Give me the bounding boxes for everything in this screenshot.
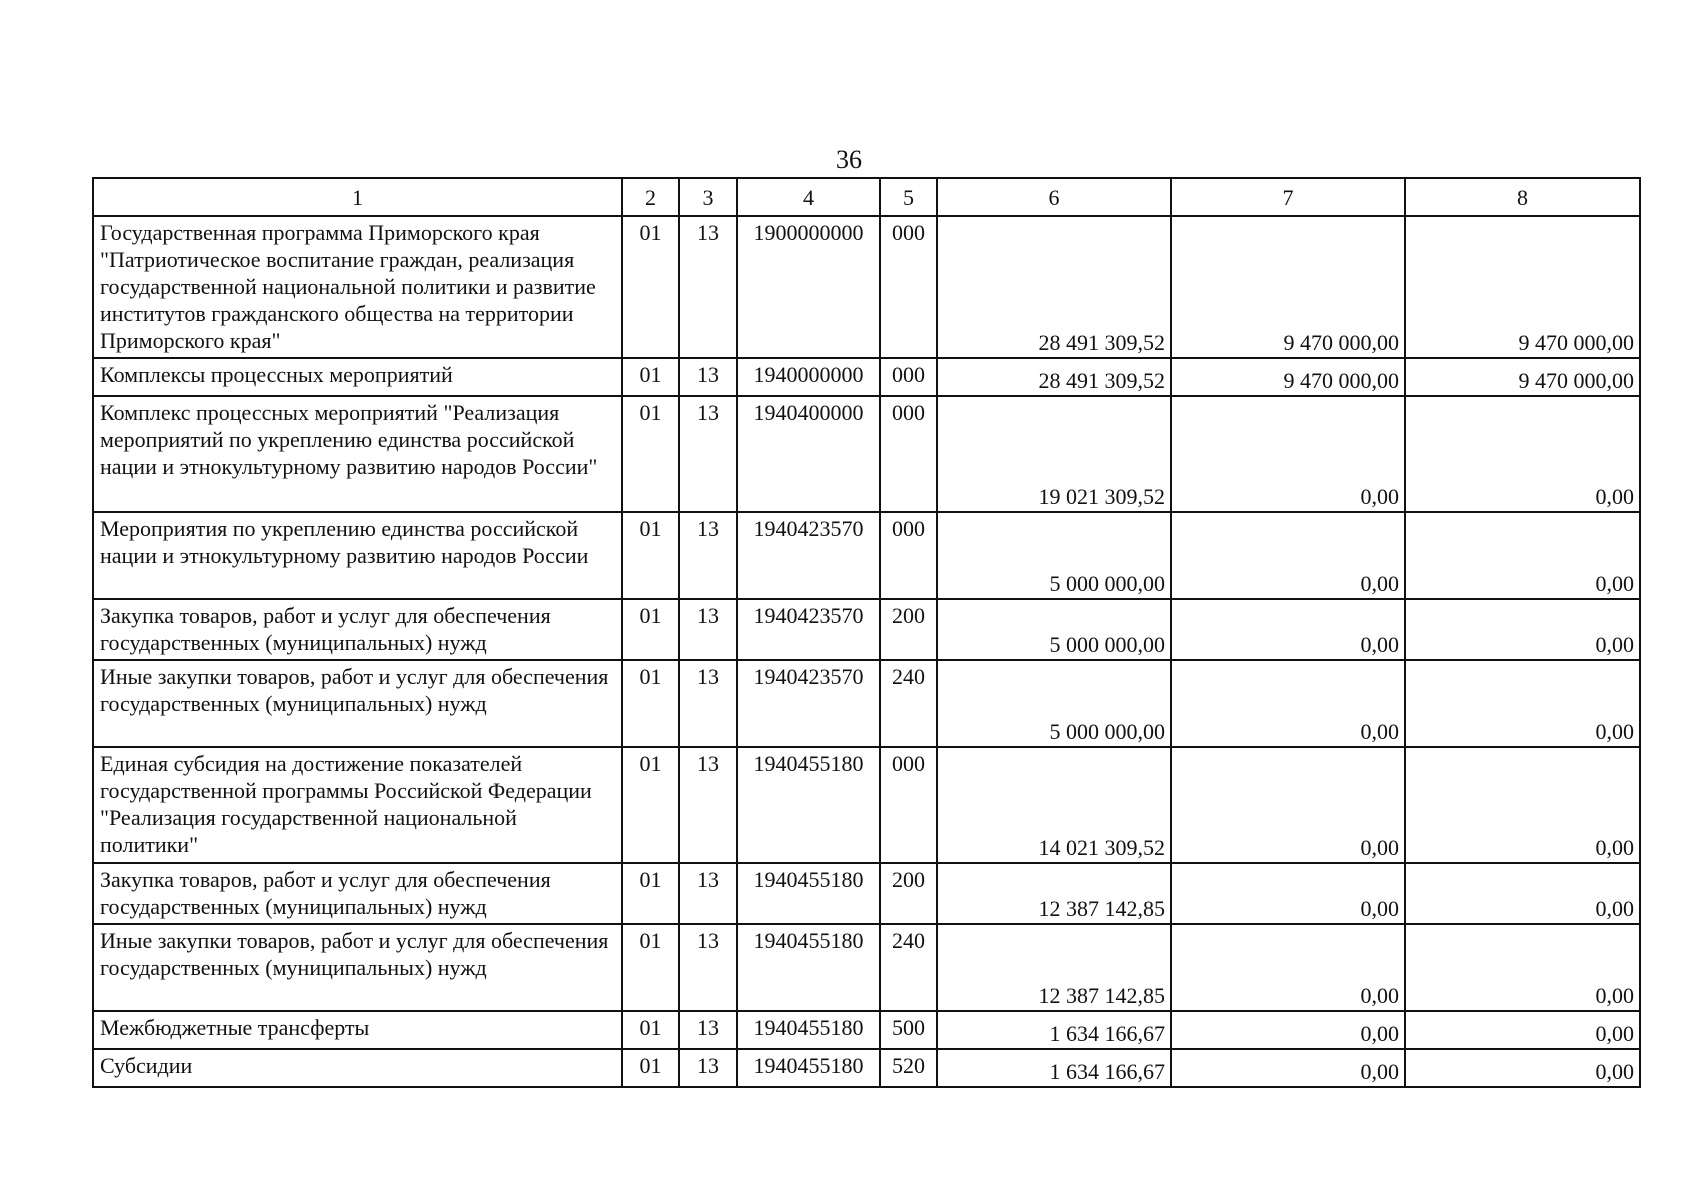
cell-expense-type: 000 xyxy=(880,216,937,358)
cell-target-article: 1940455180 xyxy=(737,924,880,1011)
cell-expense-type: 000 xyxy=(880,396,937,512)
cell-amount-6: 28 491 309,52 xyxy=(937,358,1171,396)
table-row xyxy=(93,924,1640,1011)
row-name: Комплекс процессных мероприятий "Реализация мероприятий по укреплению единства российской нации и этнокультурному развитию народов России" xyxy=(93,396,622,512)
column-header: 2 xyxy=(622,178,679,216)
cell-section: 01 xyxy=(622,358,679,396)
table-row xyxy=(93,747,1640,863)
cell-subsection: 13 xyxy=(679,863,737,924)
cell-section: 01 xyxy=(622,1049,679,1087)
cell-expense-type: 200 xyxy=(880,863,937,924)
cell-subsection: 13 xyxy=(679,599,737,660)
cell-amount-8: 0,00 xyxy=(1405,512,1640,599)
cell-amount-8: 0,00 xyxy=(1405,660,1640,747)
cell-amount-8: 0,00 xyxy=(1405,396,1640,512)
cell-subsection: 13 xyxy=(679,1011,737,1049)
cell-amount-7: 0,00 xyxy=(1171,747,1405,863)
cell-expense-type: 000 xyxy=(880,512,937,599)
cell-amount-6: 14 021 309,52 xyxy=(937,747,1171,863)
table-row xyxy=(93,863,1640,924)
cell-amount-8: 0,00 xyxy=(1405,599,1640,660)
table-row xyxy=(93,1011,1640,1049)
cell-subsection: 13 xyxy=(679,396,737,512)
cell-target-article: 1940423570 xyxy=(737,660,880,747)
cell-subsection: 13 xyxy=(679,512,737,599)
cell-amount-8: 0,00 xyxy=(1405,747,1640,863)
cell-subsection: 13 xyxy=(679,660,737,747)
cell-subsection: 13 xyxy=(679,358,737,396)
column-header: 7 xyxy=(1171,178,1405,216)
cell-amount-8: 0,00 xyxy=(1405,863,1640,924)
row-name: Единая субсидия на достижение показателей государственной программы Российской Федерации "Реализация государственной национальной политики" xyxy=(93,747,622,863)
cell-section: 01 xyxy=(622,599,679,660)
cell-amount-6: 5 000 000,00 xyxy=(937,660,1171,747)
cell-section: 01 xyxy=(622,660,679,747)
cell-amount-6: 5 000 000,00 xyxy=(937,512,1171,599)
cell-target-article: 1940423570 xyxy=(737,512,880,599)
row-name: Иные закупки товаров, работ и услуг для обеспечения государственных (муниципальных) нужд xyxy=(93,924,622,1011)
row-name: Субсидии xyxy=(93,1049,622,1087)
cell-amount-7: 9 470 000,00 xyxy=(1171,216,1405,358)
column-header: 5 xyxy=(880,178,937,216)
row-name: Комплексы процессных мероприятий xyxy=(93,358,622,396)
cell-section: 01 xyxy=(622,924,679,1011)
cell-subsection: 13 xyxy=(679,216,737,358)
cell-amount-6: 5 000 000,00 xyxy=(937,599,1171,660)
cell-target-article: 1900000000 xyxy=(737,216,880,358)
cell-amount-7: 0,00 xyxy=(1171,863,1405,924)
row-name: Закупка товаров, работ и услуг для обеспечения государственных (муниципальных) нужд xyxy=(93,599,622,660)
cell-amount-8: 0,00 xyxy=(1405,1011,1640,1049)
row-name: Межбюджетные трансферты xyxy=(93,1011,622,1049)
column-header: 4 xyxy=(737,178,880,216)
cell-section: 01 xyxy=(622,1011,679,1049)
row-name: Закупка товаров, работ и услуг для обеспечения государственных (муниципальных) нужд xyxy=(93,863,622,924)
cell-amount-7: 0,00 xyxy=(1171,396,1405,512)
row-name: Иные закупки товаров, работ и услуг для обеспечения государственных (муниципальных) нужд xyxy=(93,660,622,747)
cell-amount-8: 9 470 000,00 xyxy=(1405,216,1640,358)
cell-amount-7: 9 470 000,00 xyxy=(1171,358,1405,396)
table-row xyxy=(93,396,1640,512)
cell-expense-type: 520 xyxy=(880,1049,937,1087)
table-row xyxy=(93,660,1640,747)
cell-expense-type: 200 xyxy=(880,599,937,660)
cell-target-article: 1940400000 xyxy=(737,396,880,512)
table-row xyxy=(93,216,1640,358)
cell-target-article: 1940000000 xyxy=(737,358,880,396)
cell-subsection: 13 xyxy=(679,747,737,863)
cell-target-article: 1940423570 xyxy=(737,599,880,660)
cell-amount-8: 0,00 xyxy=(1405,1049,1640,1087)
table-row xyxy=(93,1049,1640,1087)
cell-amount-6: 12 387 142,85 xyxy=(937,863,1171,924)
cell-amount-6: 12 387 142,85 xyxy=(937,924,1171,1011)
cell-section: 01 xyxy=(622,396,679,512)
column-header: 1 xyxy=(93,178,622,216)
cell-subsection: 13 xyxy=(679,924,737,1011)
column-header: 8 xyxy=(1405,178,1640,216)
cell-expense-type: 000 xyxy=(880,747,937,863)
cell-target-article: 1940455180 xyxy=(737,1011,880,1049)
cell-amount-6: 28 491 309,52 xyxy=(937,216,1171,358)
table-row xyxy=(93,512,1640,599)
table-row xyxy=(93,599,1640,660)
cell-amount-6: 19 021 309,52 xyxy=(937,396,1171,512)
cell-section: 01 xyxy=(622,216,679,358)
table-row xyxy=(93,358,1640,396)
cell-section: 01 xyxy=(622,512,679,599)
header-row xyxy=(93,178,1640,216)
cell-amount-6: 1 634 166,67 xyxy=(937,1011,1171,1049)
cell-amount-7: 0,00 xyxy=(1171,1049,1405,1087)
cell-amount-8: 0,00 xyxy=(1405,924,1640,1011)
page-number: 36 xyxy=(836,145,862,174)
cell-section: 01 xyxy=(622,747,679,863)
budget-table xyxy=(92,177,1641,1088)
cell-section: 01 xyxy=(622,863,679,924)
cell-amount-6: 1 634 166,67 xyxy=(937,1049,1171,1087)
cell-target-article: 1940455180 xyxy=(737,747,880,863)
cell-amount-7: 0,00 xyxy=(1171,924,1405,1011)
cell-expense-type: 000 xyxy=(880,358,937,396)
cell-subsection: 13 xyxy=(679,1049,737,1087)
cell-target-article: 1940455180 xyxy=(737,863,880,924)
row-name: Мероприятия по укреплению единства российской нации и этнокультурному развитию народов России xyxy=(93,512,622,599)
cell-amount-8: 9 470 000,00 xyxy=(1405,358,1640,396)
cell-expense-type: 240 xyxy=(880,924,937,1011)
column-header: 6 xyxy=(937,178,1171,216)
cell-expense-type: 240 xyxy=(880,660,937,747)
cell-amount-7: 0,00 xyxy=(1171,512,1405,599)
cell-amount-7: 0,00 xyxy=(1171,660,1405,747)
cell-amount-7: 0,00 xyxy=(1171,599,1405,660)
cell-expense-type: 500 xyxy=(880,1011,937,1049)
cell-target-article: 1940455180 xyxy=(737,1049,880,1087)
row-name: Государственная программа Приморского края "Патриотическое воспитание граждан, реализация государственной национальной политики и развитие институтов гражданского общества на территории Приморского края" xyxy=(93,216,622,358)
cell-amount-7: 0,00 xyxy=(1171,1011,1405,1049)
column-header: 3 xyxy=(679,178,737,216)
